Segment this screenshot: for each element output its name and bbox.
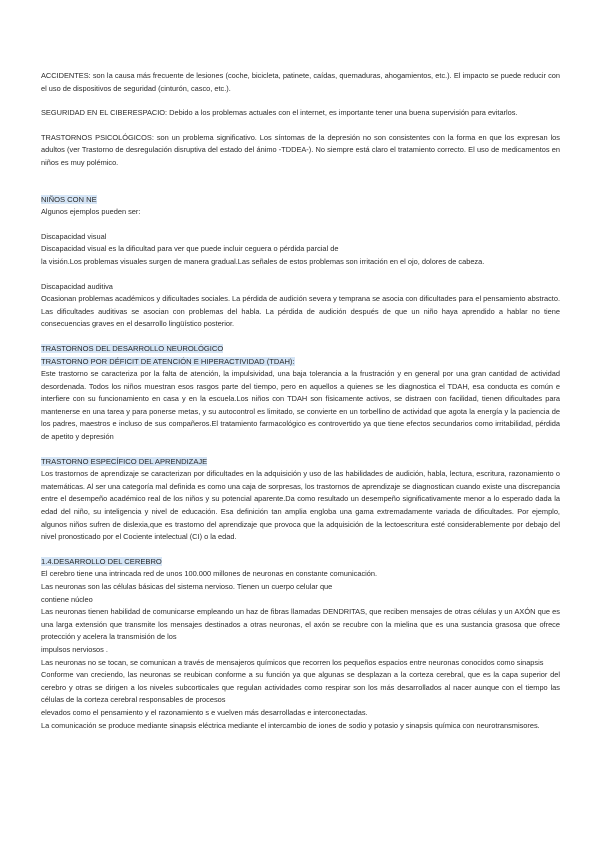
paragraph-seguridad: SEGURIDAD EN EL CIBERESPACIO: Debido a los problemas actuales con el internet, es importante tener una buena supervisión para evitarlos.: [41, 108, 518, 118]
cerebro-line-1: El cerebro tiene una intrincada red de unos 100.000 millones de neuronas en constante comunicación.: [41, 569, 378, 579]
cerebro-line-7: Conforme van creciendo, las neuronas se reubican conforme a su función ya que algunas se desplazan a la corteza cerebral, que es la capa superior del cerebro y otras se dirigen a los niveles subcorticales que regulan actividades como respirar son los más desarrollados al nacer aunque con el tiempo las células de la corteza cerebral responsables de procesos: [41, 670, 560, 705]
heading-neurologico: TRASTORNOS DEL DESARROLLO NEUROLÓGICO: [41, 343, 224, 353]
cerebro-line-8: elevados como el pensamiento y el razonamiento s e vuelven más desarrolladas e interconectadas.: [41, 707, 368, 717]
cerebro-line-3: contiene núcleo: [41, 594, 93, 604]
heading-aprendizaje: TRASTORNO ESPECÍFICO DEL APRENDIZAJE: [41, 456, 208, 466]
heading-ninos-ne: NIÑOS CON NE: [41, 194, 97, 204]
paragraph-trastornos-psicologicos: TRASTORNOS PSICOLÓGICOS: son un problema significativo. Los síntomas de la depresión no son consistentes con la forma en que los expresan los adultos (ver Trastorno de desregulación disruptiva del estado del ánimo -TDDEA-). No siempre está claro el tratamiento correcto. El uso de medicamentos en niños es muy polémico.: [41, 132, 560, 167]
auditiva-title: Discapacidad auditiva: [41, 281, 113, 291]
cerebro-line-9: La comunicación se produce mediante sinapsis eléctrica mediante el intercambio de iones de sodio y potasio y sinapsis química con neurotransmisores.: [41, 720, 540, 730]
heading-cerebro: 1.4.DESARROLLO DEL CEREBRO: [41, 556, 162, 566]
paragraph-accidentes: ACCIDENTES: son la causa más frecuente de lesiones (coche, bicicleta, patinete, caídas, quemaduras, ahogamientos, etc.). El impacto se puede reducir con el uso de dispositivos de seguridad (cinturón, casco, etc.).: [41, 71, 560, 93]
cerebro-line-2: Las neuronas son las células básicas del sistema nervioso. Tienen un cuerpo celular que: [41, 582, 333, 591]
document-page: [41, 70, 560, 732]
tdah-text: Este trastorno se caracteriza por la falta de atención, la impulsividad, una baja tolerancia a la frustración y en general por una gran cantidad de actividad desordenada. Todos los niños muestran esos rasgos parte del tiempo, pero en aquellos a quienes se les diagnostica el TDAH, esa conducta es común e interfiere con su funcionamiento en casa y en la escuela.Los niños con TDAH son físicamente activos, se distraen con facilidad, tienen dificultades para mantenerse en una tarea y para ponerse metas, y su autocontrol es limitado, se convierte en un torbellino de actividad que agota la energía y la paciencia de los padres, maestros e incluso de sus compañeros.El tratamiento farmacológico es controvertido ya que tiene efectos secundarios como irritabilidad, pérdida de apetito y depresión: [41, 369, 560, 442]
aprendizaje-text: Los trastornos de aprendizaje se caracterizan por dificultades en la adquisición y uso de las habilidades de audición, habla, lectura, escritura, razonamiento o matemáticas. Al ser una categoría mal definida es como una caja de sorpresas, los trastornos de aprendizaje se diagnostican cuando existe una discrepancia entre el desempeño académico real de los niños y su potencial aparente.Da como resultado un desempeño significativamente menor a lo esperado dada la edad del niño, su inteligencia y nivel de educación. Esa definición tan amplia engloba una gama extremadamente variada de dificultades. Por ejemplo, algunos niños sufren de dislexia,que es trastorno del aprendizaje que provoca que la adquisición de la lectoescritura esté considerablemente por debajo del nivel pronosticado por el Cociente intelectual (CI) o la edad.: [41, 469, 560, 542]
ninos-intro: Algunos ejemplos pueden ser:: [41, 207, 141, 217]
cerebro-line-5: impulsos nerviosos .: [41, 644, 108, 654]
cerebro-line-6: Las neuronas no se tocan, se comunican a través de mensajeros químicos que recorren los pequeños espacios entre neuronas conocidos como sinapsis: [41, 657, 544, 667]
auditiva-text: Ocasionan problemas académicos y dificultades sociales. La pérdida de audición severa y temprana se asocia con dificultades para el pensamiento abstracto. Las dificultades auditivas se asocian con problemas del habla. La pérdida de audición después de que un niño haya aprendido a hablar no tiene consecuencias graves en el desarrollo lingüístico posterior.: [41, 294, 560, 329]
visual-title: Discapacidad visual: [41, 231, 107, 241]
cerebro-line-4: Las neuronas tienen habilidad de comunicarse empleando un haz de fibras llamadas DENDRITAS, que reciben mensajes de otras células y un AXÓN que es una larga extensión que transmite los mensajes destinados a otras neuronas, el axón se recubre con la mielina que es una sustancia grasosa que ofrece protección y acelera la transmisión de los: [41, 607, 560, 642]
visual-line-2: la visión.Los problemas visuales surgen de manera gradual.Las señales de estos problemas son irritación en el ojo, dolores de cabeza.: [41, 256, 485, 266]
heading-tdah: TRASTORNO POR DÉFICIT DE ATENCIÓN E HIPERACTIVIDAD (TDAH):: [41, 356, 295, 366]
visual-line-1: Discapacidad visual es la dificultad para ver que puede incluir ceguera o pérdida parcial de: [41, 244, 339, 254]
